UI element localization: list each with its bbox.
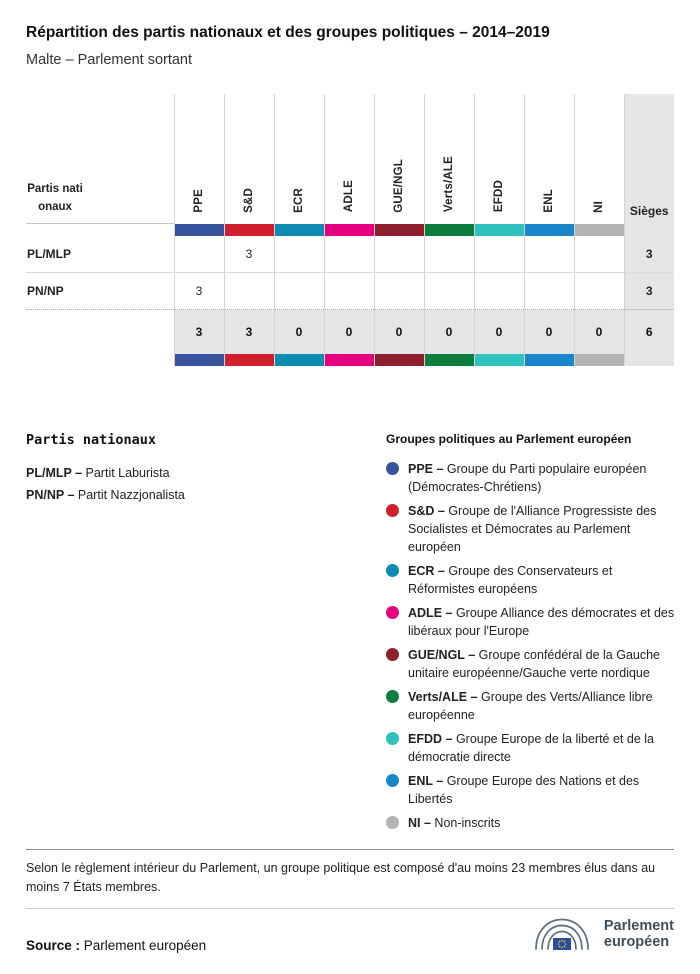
total-cell: 3: [224, 310, 274, 355]
party-name: PN/NP: [26, 273, 174, 310]
cell: [324, 236, 374, 273]
column-header-sd: [224, 94, 274, 224]
ep-hemicycle-icon: [530, 912, 594, 956]
cell: [424, 236, 474, 273]
list-item: PL/MLP – Partit Laburista: [26, 466, 170, 480]
legend-item: S&D – Groupe de l'Alliance Progressiste des Socialistes et Démocrates au Parlement européen: [386, 502, 676, 556]
column-label: ADLE: [343, 180, 355, 213]
corner-header: [26, 94, 174, 224]
page-subtitle: Malte – Parlement sortant: [26, 52, 193, 68]
national-parties-title: Partis nationaux: [26, 432, 157, 448]
seats-value: 3: [624, 236, 674, 273]
group-color-bar: [525, 354, 574, 366]
group-color-dot: [386, 606, 399, 619]
column-label: NI: [593, 200, 605, 213]
group-color-bar: [225, 354, 274, 366]
eu-flag: [553, 938, 571, 950]
cell: [524, 273, 574, 310]
legend-item: NI – Non-inscrits: [386, 814, 676, 832]
list-item: PN/NP – Partit Nazzjonalista: [26, 488, 185, 502]
total-cell: 0: [324, 310, 374, 355]
column-header-ppe: [174, 94, 224, 224]
group-color-bar: [575, 354, 624, 366]
column-label: EFDD: [493, 180, 505, 213]
total-cell: 0: [474, 310, 524, 355]
total-cell: 0: [524, 310, 574, 355]
group-color-bar: [475, 354, 524, 366]
total-cell: 0: [374, 310, 424, 355]
group-color-bar: [275, 354, 324, 366]
cell: [224, 273, 274, 310]
legend-item: EFDD – Groupe Europe de la liberté et de la démocratie directe: [386, 730, 676, 766]
column-header-efdd: [474, 94, 524, 224]
group-color-bar: [175, 224, 224, 236]
legend-item: Verts/ALE – Groupe des Verts/Alliance libre européenne: [386, 688, 676, 724]
corner-label: Partis nationaux: [27, 183, 83, 214]
seats-table: [26, 94, 674, 366]
group-color-bar: [375, 224, 424, 236]
column-label: ENL: [543, 188, 555, 213]
total-cell: 0: [574, 310, 624, 355]
page-title: Répartition des partis nationaux et des groupes politiques – 2014–2019: [26, 24, 550, 41]
group-color-dot: [386, 732, 399, 745]
group-color-bar: [225, 224, 274, 236]
group-color-bar: [375, 354, 424, 366]
group-color-bar: [325, 354, 374, 366]
cell: [574, 273, 624, 310]
column-label: Verts/ALE: [443, 156, 455, 213]
political-groups-legend: [386, 432, 676, 838]
cell: 3: [224, 236, 274, 273]
cell: [524, 236, 574, 273]
cell: [474, 236, 524, 273]
group-color-dot: [386, 462, 399, 475]
table-row: [26, 236, 674, 273]
column-header-ni: [574, 94, 624, 224]
totals-empty-cell: [26, 310, 174, 355]
group-color-bar: [475, 224, 524, 236]
seats-value: 3: [624, 273, 674, 310]
cell: [274, 236, 324, 273]
cell: [324, 273, 374, 310]
column-header-adle: [324, 94, 374, 224]
seats-label: Sièges: [629, 203, 669, 218]
column-label: S&D: [243, 187, 255, 213]
group-color-dot: [386, 564, 399, 577]
group-color-bar: [275, 224, 324, 236]
header-color-bar-row: [26, 224, 674, 237]
party-name: PL/MLP: [26, 236, 174, 273]
legend-item: PPE – Groupe du Parti populaire européen (Démocrates-Chrétiens): [386, 460, 676, 496]
footnote: Selon le règlement intérieur du Parlement, un groupe politique est composé d'au moins 23 membres élus dans au moins 7 États membres.: [26, 849, 674, 909]
group-color-dot: [386, 774, 399, 787]
group-color-dot: [386, 504, 399, 517]
source-value: Parlement européen: [83, 937, 207, 953]
table-row: [26, 273, 674, 310]
total-cell: 0: [274, 310, 324, 355]
group-color-bar: [425, 354, 474, 366]
cell: [174, 236, 224, 273]
cell: [474, 273, 524, 310]
ep-logo: [530, 912, 674, 956]
source-line: [26, 938, 206, 953]
total-cell: 0: [424, 310, 474, 355]
column-label: GUE/NGL: [393, 158, 405, 213]
column-label: PPE: [193, 188, 205, 213]
cell: [424, 273, 474, 310]
table-header-row: [26, 94, 674, 224]
legend-item: ADLE – Groupe Alliance des démocrates et des libéraux pour l'Europe: [386, 604, 676, 640]
cell: [374, 273, 424, 310]
total-seats-value: 6: [624, 310, 674, 355]
group-color-dot: [386, 690, 399, 703]
column-header-enl: [524, 94, 574, 224]
cell: [574, 236, 624, 273]
legend-section: [26, 432, 674, 838]
column-header-sieges: [624, 94, 674, 224]
source-label: Source :: [26, 937, 81, 953]
column-header-guengl: [374, 94, 424, 224]
group-color-bar: [175, 354, 224, 366]
national-parties-legend: [26, 432, 386, 838]
ep-logo-text: Parlement européen: [603, 917, 674, 950]
totals-row: [26, 310, 674, 355]
column-label: ECR: [293, 187, 305, 213]
legend-item: ENL – Groupe Europe des Nations et des Libertés: [386, 772, 676, 808]
political-groups-title: Groupes politiques au Parlement européen: [386, 432, 632, 446]
footer: [26, 906, 674, 962]
legend-item: ECR – Groupe des Conservateurs et Réformistes européens: [386, 562, 676, 598]
cell: [274, 273, 324, 310]
group-color-bar: [525, 224, 574, 236]
group-color-bar: [325, 224, 374, 236]
column-header-vertsale: [424, 94, 474, 224]
cell: 3: [174, 273, 224, 310]
group-color-bar: [575, 224, 624, 236]
total-cell: 3: [174, 310, 224, 355]
group-color-dot: [386, 648, 399, 661]
group-color-dot: [386, 816, 399, 829]
legend-item: GUE/NGL – Groupe confédéral de la Gauche unitaire européenne/Gauche verte nordique: [386, 646, 676, 682]
footer-color-bar-row: [26, 354, 674, 366]
corner-rule: [26, 224, 174, 237]
cell: [374, 236, 424, 273]
group-color-bar: [425, 224, 474, 236]
column-header-ecr: [274, 94, 324, 224]
